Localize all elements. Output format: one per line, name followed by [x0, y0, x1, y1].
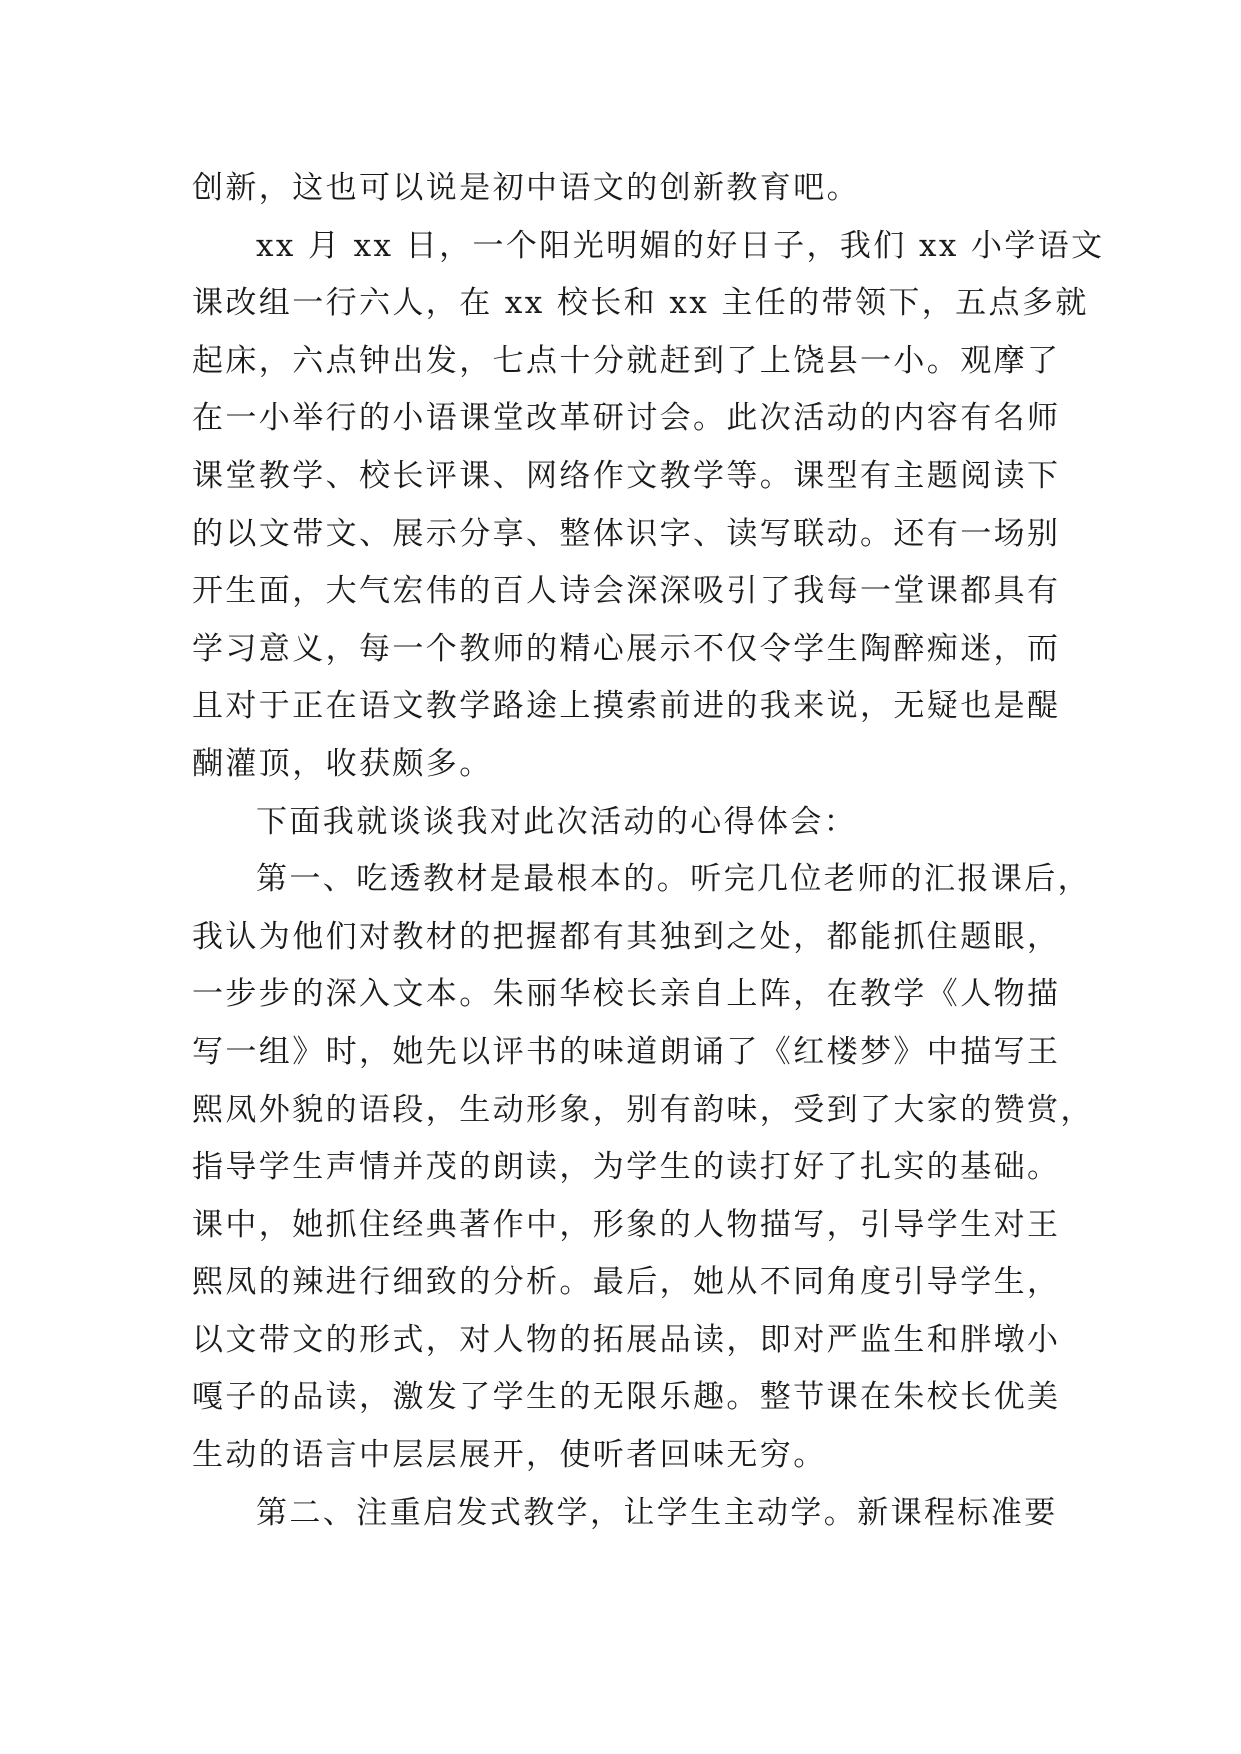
text-line: 在一小举行的小语课堂改革研讨会。此次活动的内容有名师	[192, 400, 1061, 437]
text-line: 第二、注重启发式教学，让学生主动学。新课程标准要	[256, 1494, 1058, 1531]
text-line: 我认为他们对教材的把握都有其独到之处，都能抓住题眼，	[192, 918, 1061, 955]
text-line: 指导学生声情并茂的朗读，为学生的读打好了扎实的基础。	[192, 1149, 1061, 1186]
text-line: 创新，这也可以说是初中语文的创新教育吧。	[192, 170, 860, 206]
text-line: 开生面，大气宏伟的百人诗会深深吸引了我每一堂课都具有	[192, 573, 1061, 610]
document-body	[192, 160, 1105, 1542]
text-line: 下面我就谈谈我对此次活动的心得体会：	[256, 803, 858, 840]
text-line: 课中，她抓住经典著作中，形象的人物描写，引导学生对王	[192, 1206, 1061, 1243]
text-line: 醐灌顶，收获颇多。	[192, 745, 493, 782]
text-line: xx 月 xx 日，一个阳光明媚的好日子，我们 xx 小学语文	[256, 227, 1105, 264]
text-line: 熙凤外貌的语段，生动形象，别有韵味，受到了大家的赞赏，	[192, 1091, 1094, 1128]
text-line: 生动的语言中层层展开，使听者回味无穷。	[192, 1437, 827, 1474]
paragraph-5	[192, 1485, 1058, 1543]
paragraph-3	[192, 794, 1052, 852]
text-line: 的以文带文、展示分享、整体识字、读写联动。还有一场别	[192, 515, 1061, 552]
paragraph-2	[192, 218, 1105, 794]
text-line: 一步步的深入文本。朱丽华校长亲自上阵，在教学《人物描	[192, 976, 1061, 1013]
text-line: 写一组》时，她先以评书的味道朗诵了《红楼梦》中描写王	[192, 1033, 1061, 1070]
text-line: 嘎子的品读，激发了学生的无限乐趣。整节课在朱校长优美	[192, 1379, 1061, 1416]
text-line: 学习意义，每一个教师的精心展示不仅令学生陶醉痴迷，而	[192, 630, 1061, 667]
text-line: 课堂教学、校长评课、网络作文教学等。课型有主题阅读下	[192, 457, 1061, 494]
text-line: 熙凤的辣进行细致的分析。最后，她从不同角度引导学生，	[192, 1264, 1061, 1301]
text-line: 以文带文的形式，对人物的拓展品读，即对严监生和胖墩小	[192, 1321, 1061, 1358]
text-line: 且对于正在语文教学路途上摸索前进的我来说，无疑也是醍	[192, 688, 1061, 725]
paragraph-1	[192, 160, 1052, 218]
text-line: 课改组一行六人，在 xx 校长和 xx 主任的带领下，五点多就	[192, 285, 1089, 322]
text-line: 第一、吃透教材是最根本的。听完几位老师的汇报课后，	[256, 861, 1091, 898]
paragraph-4	[192, 851, 1094, 1485]
text-line: 起床，六点钟出发，七点十分就赶到了上饶县一小。观摩了	[192, 342, 1061, 379]
